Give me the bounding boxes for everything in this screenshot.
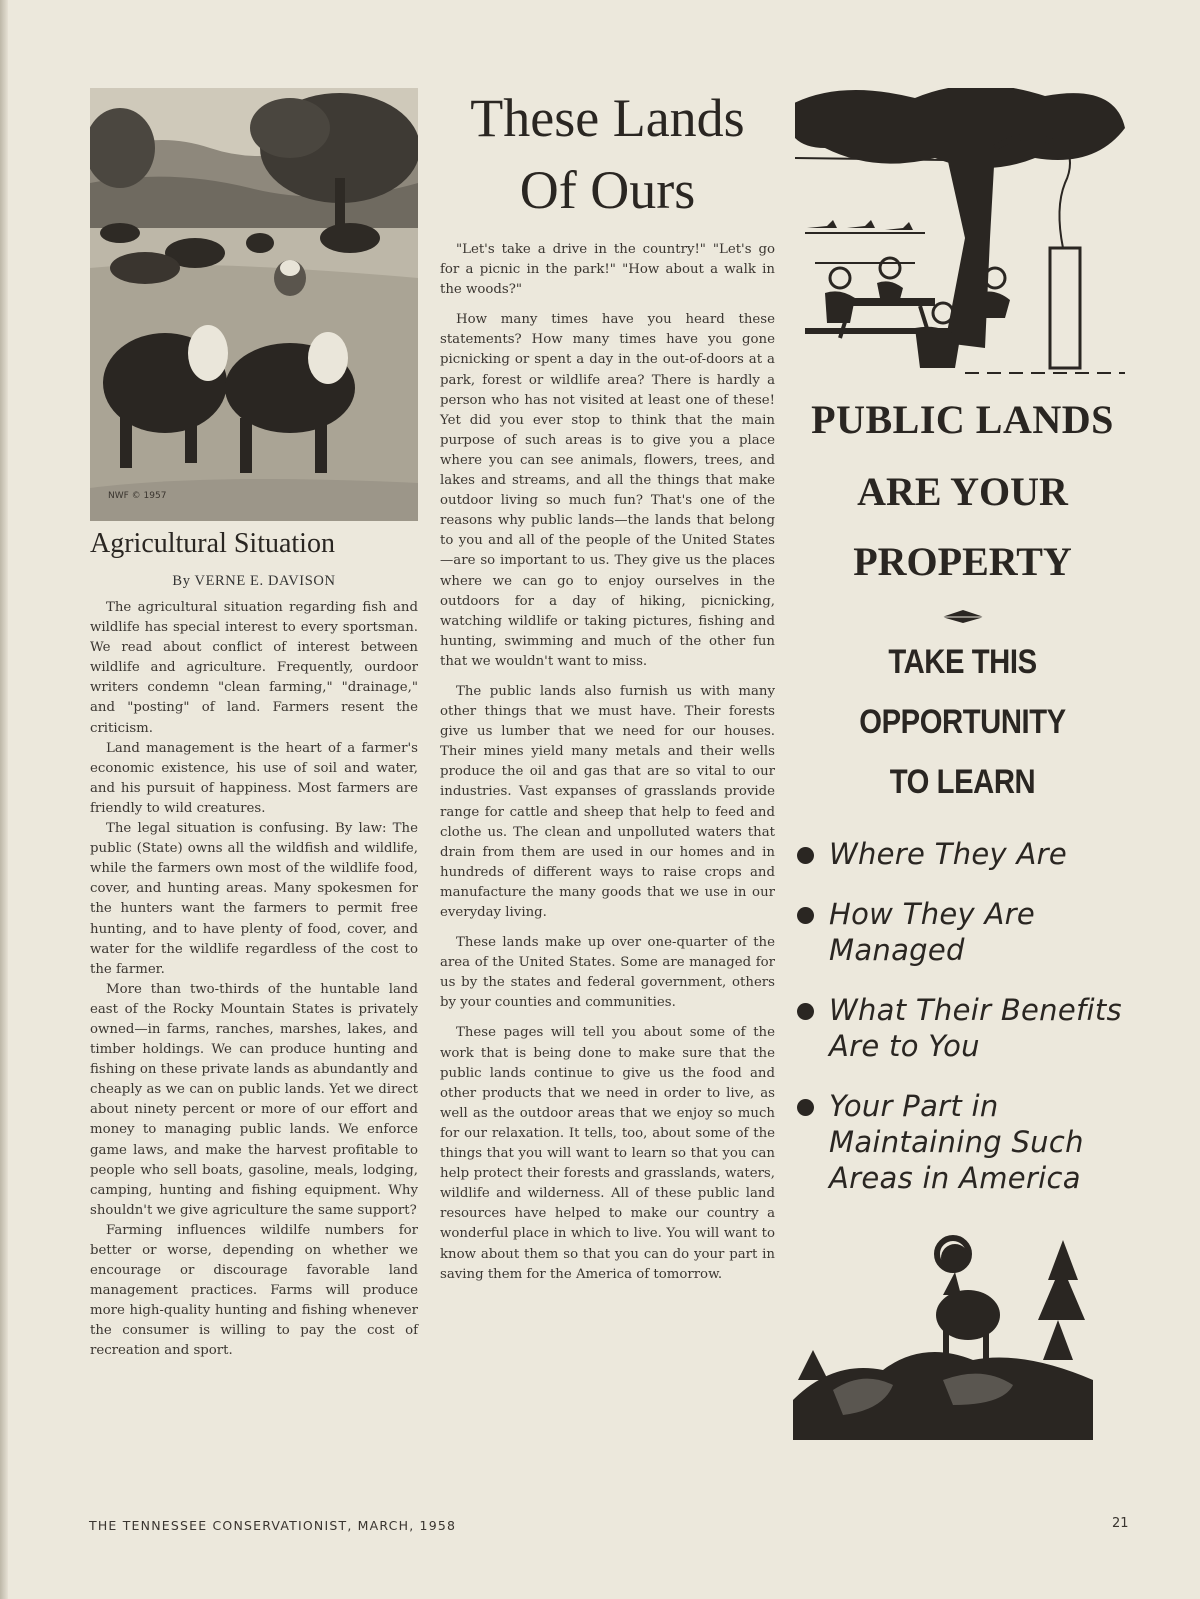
paragraph: These lands make up over one-quarter of the area of the United States. Some are managed for us by the states and federal government, others by your counties and communities. [440, 935, 775, 1011]
bullet-text: What Their Benefits Are to You [829, 993, 1122, 1063]
headline-are-your: ARE YOUR [857, 469, 1068, 514]
subhead-opportunity: OPPORTUNITY [859, 703, 1066, 741]
list-item [795, 992, 1130, 1064]
article-title: Agricultural Situation [90, 528, 335, 559]
right-column [795, 88, 1130, 1440]
page-number: 21 [1112, 1516, 1129, 1531]
bullet-icon [797, 1003, 814, 1020]
main-title-line2: Of Ours [519, 160, 696, 220]
paragraph: "Let's take a drive in the country!" "Let's go for a picnic in the park!" "How about a walk in the woods?" [440, 242, 775, 298]
paragraph: The agricultural situation regarding fish and wildlife has special interest to every sportsman. We read about conflict of interest between wildlife and agriculture. Frequently, ourdoor writers condemn "clean farming," "drainage," and "posting" of land. Farmers resent the criticism. [90, 600, 418, 736]
bullet-text: Your Part in Maintaining Such Areas in America [829, 1089, 1084, 1195]
diamond-divider-icon [942, 608, 984, 624]
picnic-illustration [795, 88, 1130, 378]
publication-footer: THE TENNESSEE CONSERVATIONIST, MARCH, 1958 [89, 1518, 457, 1533]
list-item [795, 836, 1130, 872]
illustration-credit: NWF © 1957 [108, 491, 167, 501]
topic-list [795, 836, 1130, 1196]
paragraph: Land management is the heart of a farmer's economic existence, his use of soil and water, and his pursuit of happiness. Most farmers are friendly to wild creatures. [90, 740, 418, 816]
paragraph: The legal situation is confusing. By law: The public (State) owns all the wildfish and wildlife, while the farmers own most of the wildlife food, cover, and hunting areas. Many spokesmen for the hunters want the farmers to permit free hunting, and to have plenty of food, cover, and water for the wildlife regardless of the cost to the farmer. [90, 821, 418, 977]
list-item [795, 896, 1130, 968]
paragraph: How many times have you heard these statements? How many times have you gone picnicking or spent a day in the out-of-doors at a park, forest or wildlife area? There is hardly a person who has not visited at least one of these! Yet did you ever stop to think that the main purpose of such areas is to give you a place where you can see animals, flowers, trees, and lakes and streams, and all the things that make outdoor living so much fun? That's one of the reasons why public lands—the lands that belong to you and all of the people of the United States —are so important to us. They give us the places where we can go to enjoy ourselves in the outdoors for a day of hiking, picnicking, watching wildlife or taking pictures, fishing and hunting, swimming and much of the other fun that we wouldn't want to miss. [440, 312, 775, 669]
bullet-text: How They Are Managed [829, 897, 1036, 967]
subhead-take-this: TAKE THIS [888, 643, 1037, 681]
page-binding-edge [0, 0, 8, 1599]
bullet-icon [797, 907, 814, 924]
byline: By VERNE E. DAVISON [172, 573, 336, 589]
subhead-to-learn: TO LEARN [889, 763, 1036, 801]
left-column [90, 88, 418, 1362]
bullet-icon [797, 1099, 814, 1116]
bighorn-sheep-illustration [793, 1220, 1093, 1440]
cattle-illustration [90, 88, 418, 521]
list-item [795, 1088, 1130, 1196]
main-title [440, 82, 775, 226]
headline-public-lands: PUBLIC LANDS [811, 397, 1114, 442]
paragraph: Farming influences wildilfe numbers for better or worse, depending on whether we encourage or discourage favorable land management practices. Farms will produce more high-quality hunting and fishing whenever the consumer is willing to pay the cost of recreation and sport. [90, 1222, 418, 1359]
main-title-line1: These Lands [470, 88, 745, 148]
headline-property: PROPERTY [853, 539, 1072, 584]
paragraph: The public lands also furnish us with many other things that we must have. Their forests give us lumber that we need for our houses. Their mines yield many metals and their wells produce the oil and gas that are so vital to our industries. Vast expanses of grasslands provide range for cattle and sheep that help to feed and clothe us. The clean and unpolluted waters that drain from them are used in our homes and in hundreds of different ways to raise crops and manufacture the many goods that we use in our everyday living. [440, 683, 775, 920]
paragraph: More than two-thirds of the huntable land east of the Rocky Mountain States is privately owned—in farms, ranches, marshes, lakes, and timber holdings. We can produce hunting and fishing on these private lands as abundantly and cheaply as we can on public lands. Yet we direct about ninety percent or more of our effort and money to managing public lands. We enforce game laws, and make the harvest profitable to people who sell boats, gasoline, meals, lodging, camping, hunting and fishing equipment. Why shouldn't we give agriculture the same support? [90, 981, 418, 1218]
center-column [440, 82, 775, 1295]
paragraph: These pages will tell you about some of the work that is being done to make sure that the public lands continue to give us the food and other products that we need in order to live, as well as the outdoor areas that we enjoy so much for our relaxation. It tells, too, about some of the things that you will want to learn so that you can help protect their forests and grasslands, waters, wildlife and wilderness. All of these public land resources have helped to make our country a wonderful place in which to live. You will want to know about them so that you can do your part in saving them for the America of tomorrow. [440, 1025, 775, 1282]
bullet-text: Where They Are [829, 837, 1067, 871]
bullet-icon [797, 847, 814, 864]
